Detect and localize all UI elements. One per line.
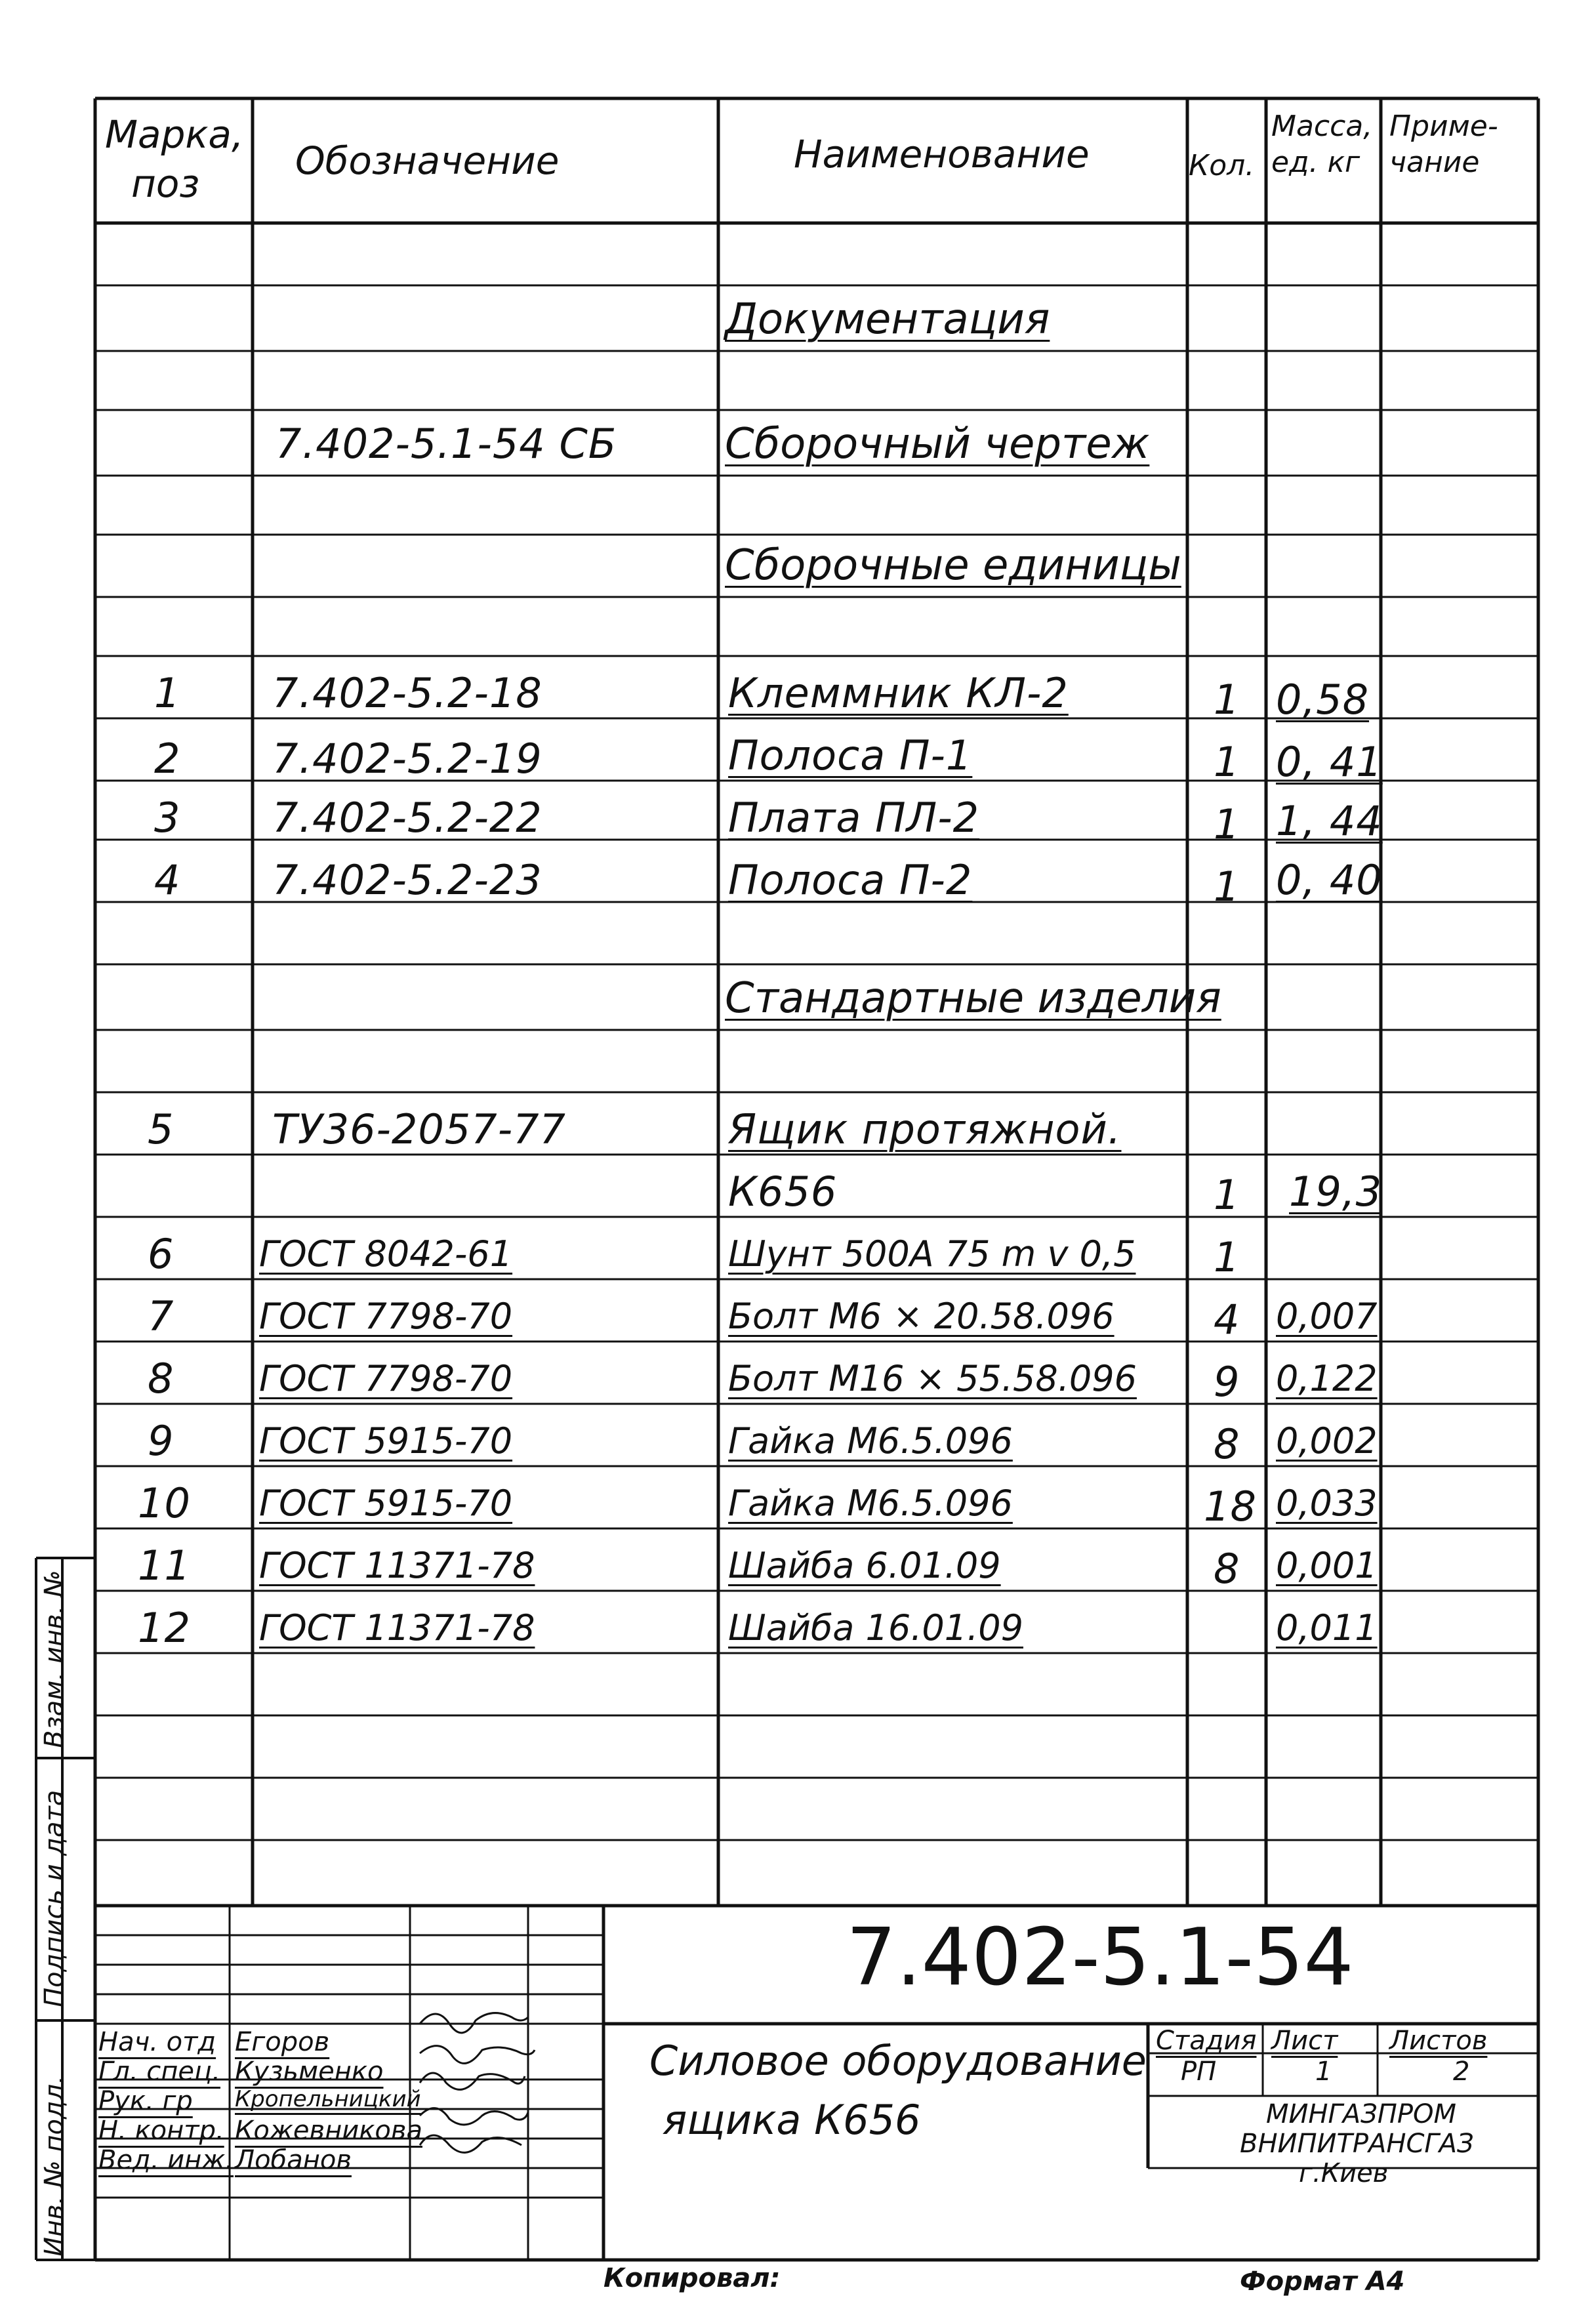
document-number: 7.402-5.1-54 — [846, 1912, 1354, 2003]
sheets-value: 2 — [1453, 2057, 1470, 2087]
row-pos: 9 — [148, 1417, 174, 1465]
row-mass: 19,3 — [1289, 1168, 1383, 1216]
row-mass: 0,033 — [1276, 1483, 1378, 1524]
header-designation: Обозначение — [295, 138, 560, 183]
row-name: К656 — [728, 1168, 838, 1216]
row-name: Гайка М6.5.096 — [728, 1483, 1013, 1524]
row-qty: 1 — [1214, 1233, 1240, 1281]
row-pos: 3 — [154, 794, 181, 842]
row-code: ГОСТ 7798-70 — [259, 1296, 513, 1337]
row-mass: 0,007 — [1276, 1296, 1378, 1337]
row-name: Шайба 6.01.09 — [728, 1545, 1001, 1586]
title-line1: Силовое оборудование — [649, 2037, 1147, 2085]
row-name: Полоса П-1 — [728, 731, 973, 779]
row-code: ГОСТ 7798-70 — [259, 1358, 513, 1399]
row-code: 7.402-5.2-19 — [272, 735, 542, 783]
row-mass: 0,002 — [1276, 1420, 1378, 1462]
stage-label: Стадия — [1156, 2026, 1257, 2056]
row-code: ГОСТ 8042-61 — [259, 1233, 513, 1275]
role-label: Н. контр. — [98, 2116, 224, 2146]
side-sign-date: Подпись и дата — [39, 1790, 70, 2007]
row-pos: 11 — [138, 1542, 191, 1589]
sheet-value: 1 — [1315, 2057, 1332, 2087]
org-line3: г.Киев — [1299, 2158, 1389, 2188]
row-pos: 4 — [154, 856, 181, 904]
row-mass: 1, 44 — [1276, 797, 1383, 845]
header-note2: чание — [1389, 146, 1480, 179]
stage-value: РП — [1181, 2057, 1217, 2087]
row-name: Болт М16 × 55.58.096 — [728, 1358, 1137, 1399]
assembly-drawing-code: 7.402-5.1-54 СБ — [276, 420, 617, 468]
row-name: Шунт 500А 75 m v 0,5 — [728, 1233, 1136, 1275]
signatures — [420, 2013, 535, 2153]
row-qty: 9 — [1214, 1358, 1240, 1406]
row-mass: 0, 40 — [1276, 856, 1383, 904]
row-pos: 1 — [154, 669, 181, 717]
role-label: Рук. гр — [98, 2086, 193, 2116]
row-qty: 1 — [1214, 676, 1240, 724]
row-pos: 5 — [148, 1105, 174, 1153]
org-line2: ВНИПИТРАНСГАЗ — [1240, 2129, 1474, 2159]
row-mass: 0,58 — [1276, 676, 1370, 724]
row-name: Болт М6 × 20.58.096 — [728, 1296, 1115, 1337]
row-code: ГОСТ 5915-70 — [259, 1483, 513, 1524]
role-label: Гл. спец. — [98, 2057, 220, 2087]
row-code: ГОСТ 5915-70 — [259, 1420, 513, 1462]
row-pos: 12 — [138, 1604, 191, 1652]
header-pos: поз — [131, 161, 200, 206]
header-qty: Кол. — [1189, 149, 1255, 182]
section-assembly-drawing: Сборочный чертеж — [725, 420, 1150, 468]
header-mark: Марка, — [105, 112, 244, 157]
row-pos: 10 — [138, 1479, 191, 1527]
row-qty: 1 — [1214, 738, 1240, 786]
row-mass: 0,011 — [1276, 1607, 1378, 1649]
section-assembly-units: Сборочные единицы — [725, 541, 1181, 590]
row-qty: 18 — [1204, 1483, 1257, 1530]
row-mass: 0, 41 — [1276, 738, 1383, 786]
row-qty: 1 — [1214, 863, 1240, 911]
row-code: 7.402-5.2-23 — [272, 856, 542, 904]
section-standard-items: Стандартные изделия — [725, 974, 1221, 1023]
row-name: Полоса П-2 — [728, 856, 973, 904]
row-qty: 1 — [1214, 1171, 1240, 1219]
copied-by: Копировал: — [604, 2263, 781, 2293]
header-name: Наименование — [794, 132, 1090, 176]
header-note: Приме- — [1389, 110, 1498, 143]
role-name: Кропельницкий — [235, 2086, 421, 2112]
title-line2: ящика К656 — [663, 2096, 921, 2144]
row-mass: 0,001 — [1276, 1545, 1378, 1586]
side-inv-orig: Инв. № подл. — [39, 2076, 70, 2257]
row-mass: 0,122 — [1276, 1358, 1378, 1399]
row-name: Ящик протяжной. — [728, 1105, 1122, 1153]
role-label: Вед. инж. — [98, 2145, 234, 2175]
row-pos: 7 — [148, 1292, 174, 1340]
role-label: Нач. отд — [98, 2027, 216, 2057]
row-code: ГОСТ 11371-78 — [259, 1545, 535, 1586]
row-name: Шайба 16.01.09 — [728, 1607, 1023, 1649]
row-name: Гайка М6.5.096 — [728, 1420, 1013, 1462]
row-code: 7.402-5.2-18 — [272, 669, 542, 717]
row-code: ГОСТ 11371-78 — [259, 1607, 535, 1649]
row-code: ТУ36-2057-77 — [272, 1105, 566, 1153]
role-name: Лобанов — [235, 2145, 352, 2175]
row-name: Плата ПЛ-2 — [728, 794, 980, 842]
sheets-label: Листов — [1389, 2026, 1488, 2056]
sheet-label: Лист — [1271, 2026, 1338, 2056]
row-pos: 6 — [148, 1230, 174, 1278]
role-name: Егоров — [235, 2027, 330, 2057]
header-mass-unit: ед. кг — [1271, 146, 1361, 179]
role-name: Кузьменко — [235, 2057, 384, 2087]
row-qty: 8 — [1214, 1420, 1240, 1468]
row-pos: 2 — [154, 735, 181, 783]
section-documentation: Документация — [725, 295, 1050, 344]
row-qty: 1 — [1214, 800, 1240, 848]
row-name: Клеммник КЛ-2 — [728, 669, 1069, 717]
org-line1: МИНГАЗПРОМ — [1266, 2099, 1456, 2129]
role-name: Кожевникова — [235, 2116, 422, 2146]
header-mass: Масса, — [1271, 110, 1373, 143]
row-qty: 8 — [1214, 1545, 1240, 1593]
row-code: 7.402-5.2-22 — [272, 794, 542, 842]
row-qty: 4 — [1214, 1296, 1240, 1343]
format-label: Формат А4 — [1240, 2266, 1405, 2297]
row-pos: 8 — [148, 1355, 174, 1403]
side-replace-inv: Взам. инв. № — [39, 1570, 70, 1748]
